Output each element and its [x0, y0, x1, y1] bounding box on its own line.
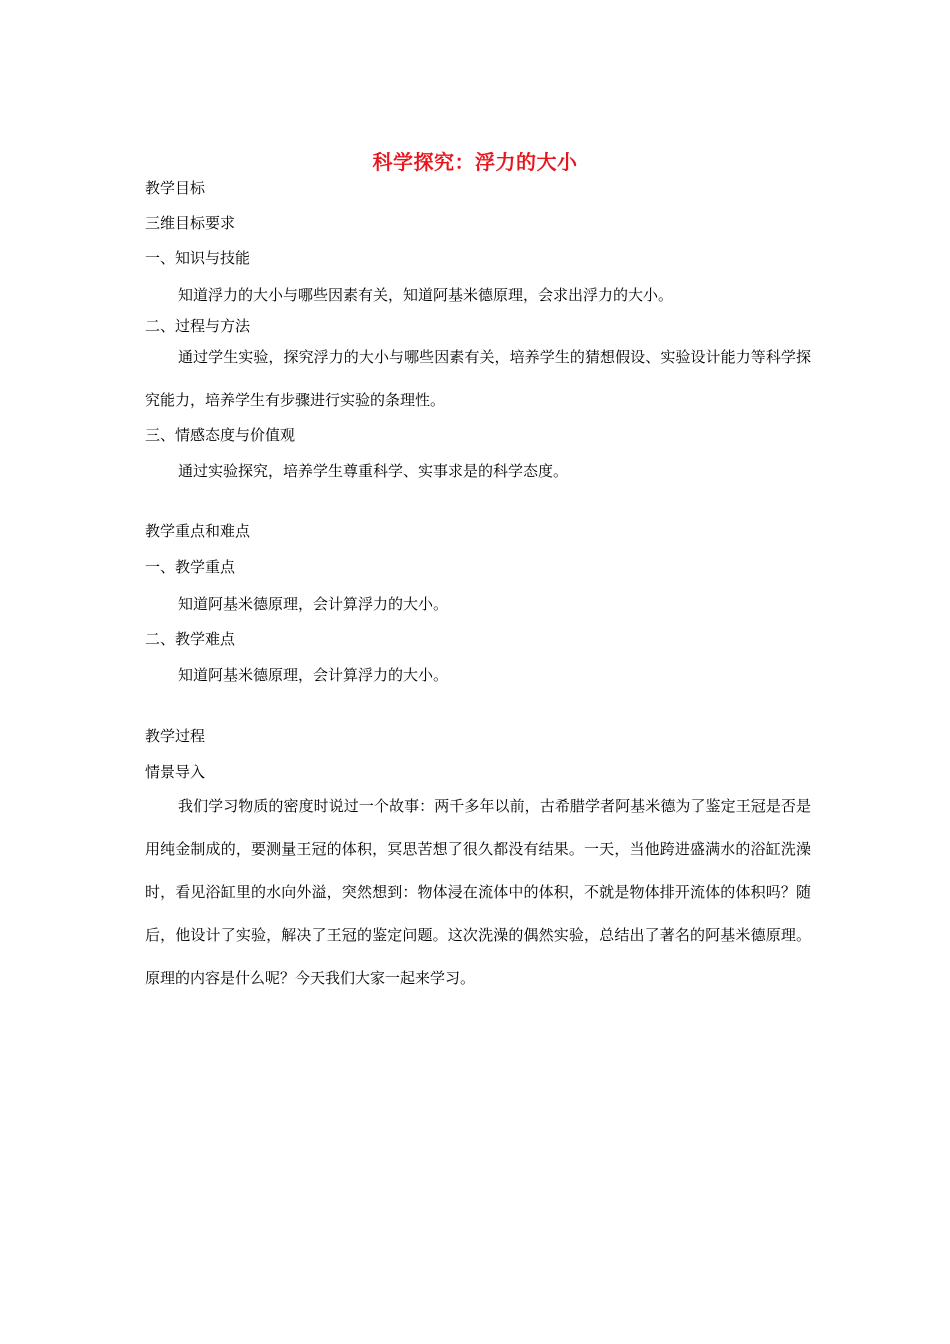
difficulty-heading: 二、教学难点 — [145, 630, 236, 648]
goals-heading: 教学目标 — [145, 179, 206, 197]
focus-text: 知道阿基米德原理，会计算浮力的大小。 — [178, 595, 449, 613]
goals-subheading: 三维目标要求 — [145, 214, 236, 232]
knowledge-heading: 一、知识与技能 — [145, 249, 251, 267]
intro-text: 我们学习物质的密度时说过一个故事：两千多年以前，古希腊学者阿基米德为了鉴定王冠是否是用纯金制成的，要测量王冠的体积，冥思苦想了很久都没有结果。一天，当他跨进盛满水的浴缸洗澡时，看见浴缸里的水向外溢，突然想到：物体浸在流体中的体积，不就是物体排开流体的体积吗？随后，他设计了实验，解决了王冠的鉴定问题。这次洗澡的偶然实验，总结出了著名的阿基米德原理。原理的内容是什么呢？今天我们大家一起来学习。 — [145, 797, 811, 987]
document-title: 科学探究：浮力的大小 — [372, 150, 578, 174]
intro-heading: 情景导入 — [145, 763, 206, 781]
process-method-text: 通过学生实验，探究浮力的大小与哪些因素有关，培养学生的猜想假设、实验设计能力等科学探究能力，培养学生有步骤进行实验的条理性。 — [145, 348, 811, 409]
teaching-process-heading: 教学过程 — [145, 727, 206, 745]
knowledge-text: 知道浮力的大小与哪些因素有关，知道阿基米德原理，会求出浮力的大小。 — [178, 286, 674, 304]
emotion-text: 通过实验探究，培养学生尊重科学、实事求是的科学态度。 — [178, 462, 569, 480]
emotion-heading: 三、情感态度与价值观 — [145, 426, 296, 444]
process-method-heading: 二、过程与方法 — [145, 317, 251, 335]
difficulty-text: 知道阿基米德原理，会计算浮力的大小。 — [178, 666, 449, 684]
focus-heading: 一、教学重点 — [145, 558, 236, 576]
key-points-heading: 教学重点和难点 — [145, 522, 251, 540]
